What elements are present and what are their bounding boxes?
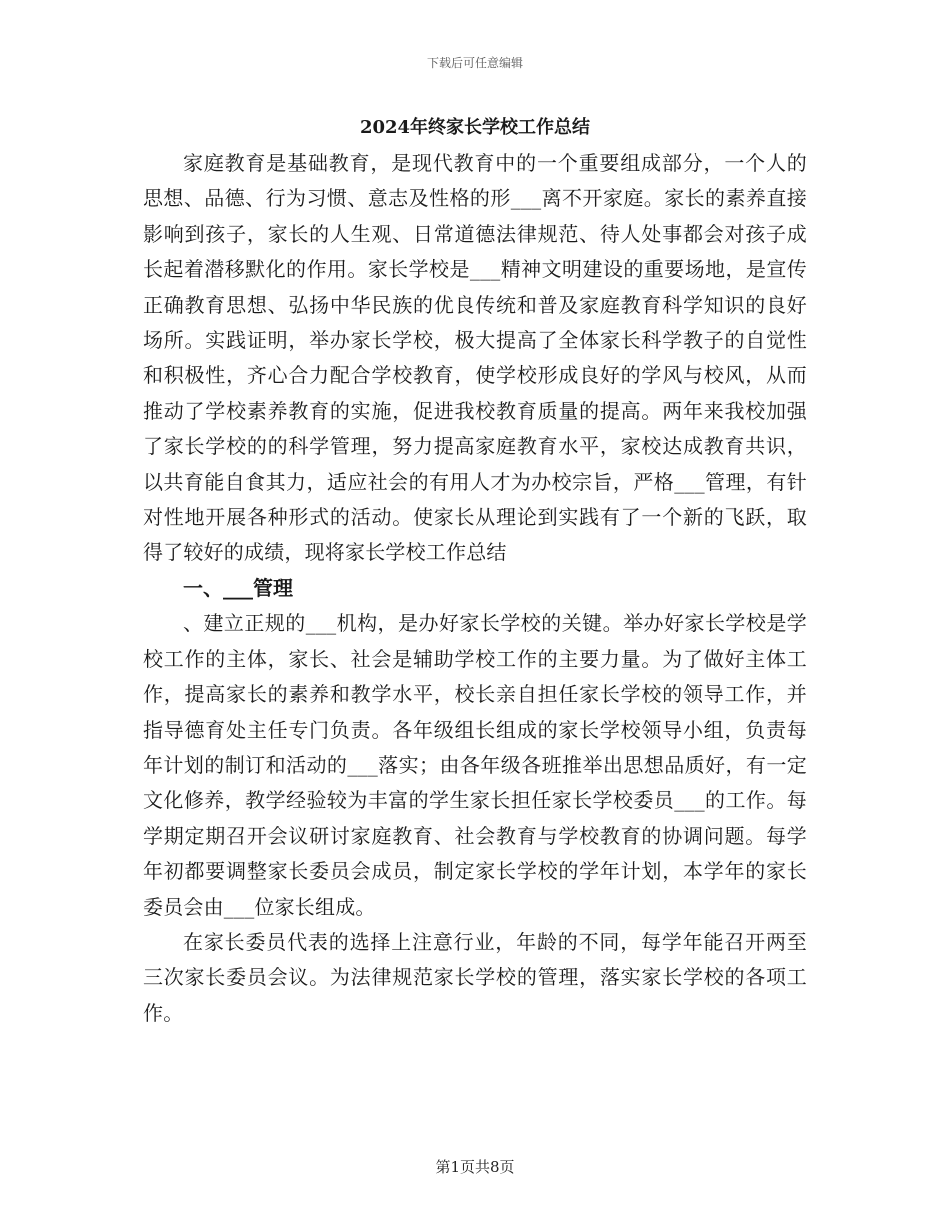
- section-paragraph: 、建立正规的___机构，是办好家长学校的关键。举办好家长学校是学校工作的主体，家长、社会是辅助学校工作的主要力量。为了做好主体工作，提高家长的素养和教学水平，校长亲自担任家长学校的领导工作，并指导德育处主任专门负责。各年级组长组成的家长学校领导小组，负责每年计划的制订和活动的___落实；由各年级各班推举出思想品质好，有一定文化修养，教学经验较为丰富的学生家长担任家长学校委员___的工作。每学期定期召开会议研讨家庭教育、社会教育与学校教育的协调问题。每学年初都要调整家长委员会成员，制定家长学校的学年计划，本学年的家长委员会由___位家长组成。: [143, 611, 807, 919]
- document-body: [143, 112, 807, 1031]
- intro-paragraph: 家庭教育是基础教育，是现代教育中的一个重要组成部分，一个人的思想、品德、行为习惯、意志及性格的形___离不开家庭。家长的素养直接影响到孩子，家长的人生观、日常道德法律规范、待人处事都会对孩子成长起着潜移默化的作用。家长学校是___精神文明建设的重要场地，是宣传正确教育思想、弘扬中华民族的优良传统和普及家庭教育科学知识的良好场所。实践证明，举办家长学校，极大提高了全体家长科学教子的自觉性和积极性，齐心合力配合学校教育，使学校形成良好的学风与校风，从而推动了学校素养教育的实施，促进我校教育质量的提高。两年来我校加强了家长学校的的科学管理，努力提高家庭教育水平，家校达成教育共识，以共育能自食其力，适应社会的有用人才为办校宗旨，严格___管理，有针对性地开展各种形式的活动。使家长从理论到实践有了一个新的飞跃，取得了较好的成绩，现将家长学校工作总结: [143, 151, 807, 565]
- page-number: 第1页共8页: [435, 1158, 515, 1176]
- section-paragraph: 在家长委员代表的选择上注意行业，年龄的不同，每学年能召开两至三次家长委员会议。为法律规范家长学校的管理，落实家长学校的各项工作。: [143, 929, 807, 1025]
- page-header-note: 下载后可任意编辑: [426, 56, 523, 70]
- document-title: 2024年终家长学校工作总结: [359, 117, 591, 138]
- section-heading-management: 一、___管理: [183, 575, 293, 600]
